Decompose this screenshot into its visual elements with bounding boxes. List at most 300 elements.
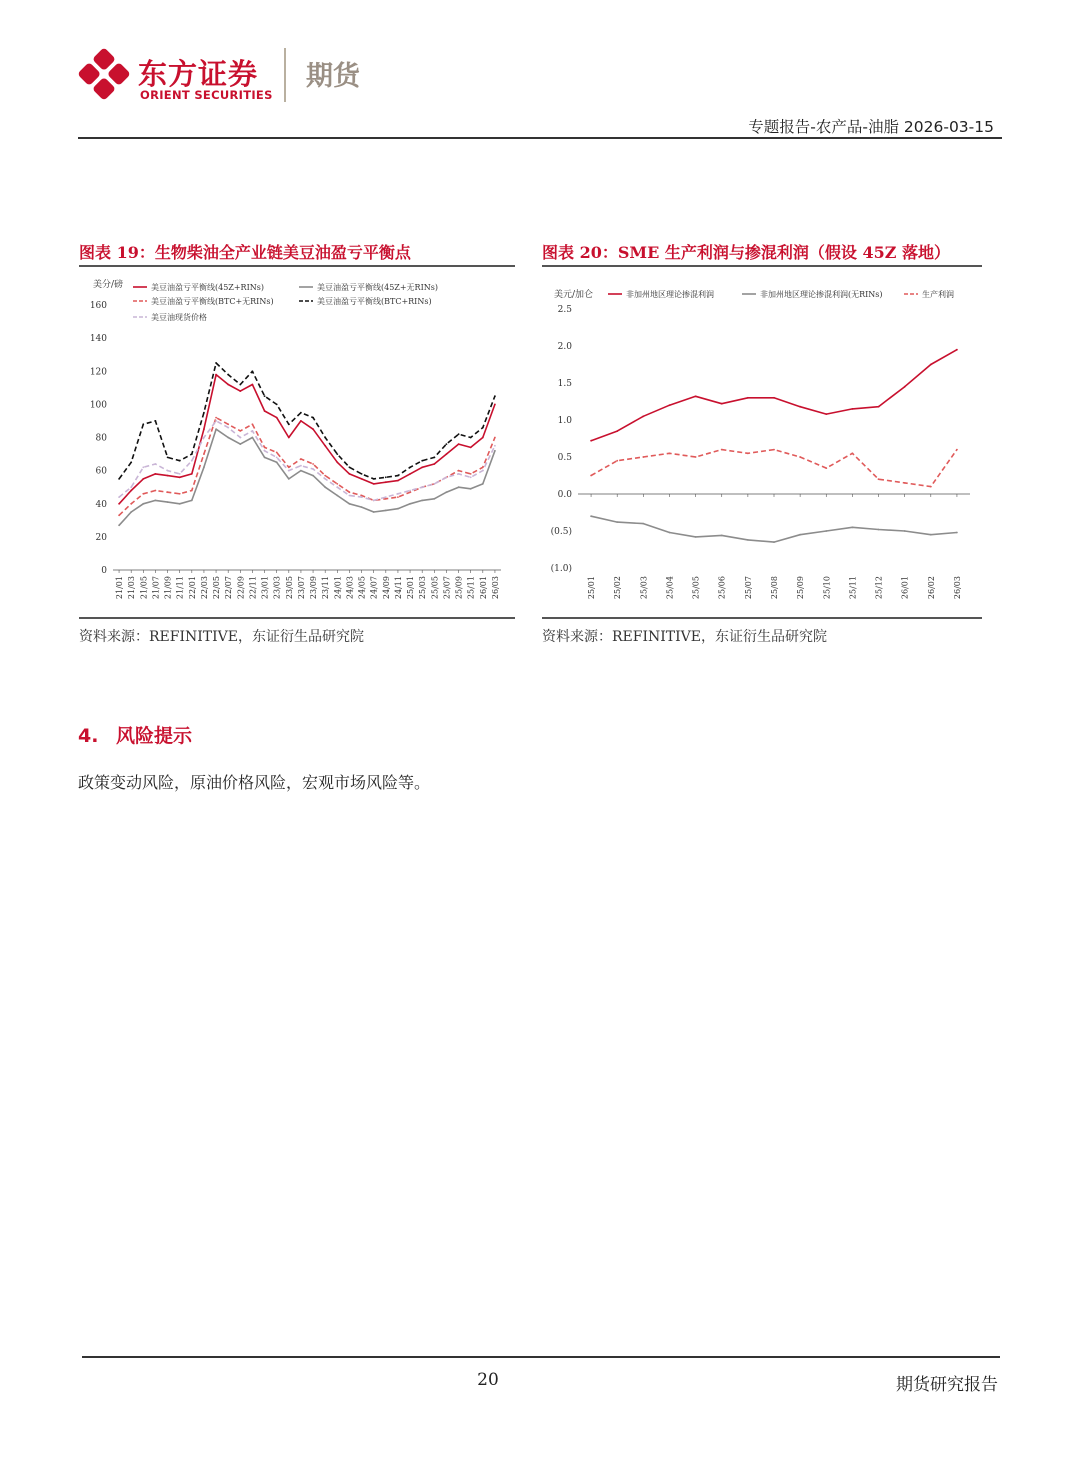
figure-20-title: 图表 20：SME 生产利润与掺混利润（假设 45Z 落地） xyxy=(542,243,950,262)
series-5-point xyxy=(397,493,399,495)
series-5-point xyxy=(167,470,169,472)
series-4-point xyxy=(458,433,460,435)
series-5-point xyxy=(336,486,338,488)
x-tick-label: 25/01 xyxy=(406,576,416,600)
x-tick-label: 25/04 xyxy=(665,576,675,600)
x-tick-label: 26/01 xyxy=(478,576,488,600)
series-2-point xyxy=(336,495,338,497)
x-tick-label: 26/02 xyxy=(926,576,936,600)
series-3-point xyxy=(825,467,827,469)
series-2-point xyxy=(167,501,169,503)
series-1-point xyxy=(397,480,399,482)
series-2-point xyxy=(179,503,181,505)
x-tick-label: 24/05 xyxy=(357,576,367,600)
x-tick-label: 21/05 xyxy=(139,576,149,600)
series-5-point xyxy=(482,470,484,472)
series-4-point xyxy=(470,437,472,439)
series-2-point xyxy=(446,491,448,493)
series-5-point xyxy=(433,483,435,485)
series-2-point xyxy=(373,511,375,513)
series-1-point xyxy=(142,478,144,480)
report-tag: 专题报告-农产品-油脂 2026-03-15 xyxy=(748,118,994,136)
series-2-point xyxy=(397,508,399,510)
series-4-point xyxy=(373,478,375,480)
x-tick-label: 21/03 xyxy=(127,576,137,600)
figure-20-source: 资料来源：REFINITIVE，东证衍生品研究院 xyxy=(542,629,827,645)
footer-label: 期货研究报告 xyxy=(896,1375,998,1395)
figure-20-chart xyxy=(542,268,982,614)
series-4-point xyxy=(446,443,448,445)
series-4-point xyxy=(397,475,399,477)
legend-label-2: 美豆油盈亏平衡线(45Z+无RINs) xyxy=(317,283,438,292)
series-2-point xyxy=(118,524,120,526)
x-tick-label: 25/02 xyxy=(613,576,623,600)
series-3-point xyxy=(361,495,363,497)
series-3-point xyxy=(397,496,399,498)
series-1-point xyxy=(904,386,906,388)
series-2-point xyxy=(799,534,801,536)
legend-label-2: 非加州地区理论掺混利润(无RINs) xyxy=(760,290,883,299)
x-tick-label: 24/01 xyxy=(333,576,343,600)
series-1-point xyxy=(642,415,644,417)
series-2-point xyxy=(361,506,363,508)
series-1-point xyxy=(773,397,775,399)
series-3-point xyxy=(470,473,472,475)
series-2-point xyxy=(300,470,302,472)
x-tick-label: 21/11 xyxy=(175,576,185,600)
x-tick-label: 25/11 xyxy=(466,576,476,600)
series-1-point xyxy=(349,473,351,475)
company-logo-icon xyxy=(78,48,130,100)
series-1-point xyxy=(799,406,801,408)
series-2-point xyxy=(642,523,644,525)
legend-label-1: 美豆油盈亏平衡线(45Z+RINs) xyxy=(151,283,264,292)
series-3-point xyxy=(642,456,644,458)
series-1-point xyxy=(252,384,254,386)
x-tick-label: 22/03 xyxy=(199,576,209,600)
section-heading xyxy=(78,721,192,748)
x-tick-label: 22/09 xyxy=(236,576,246,600)
series-4-point xyxy=(361,473,363,475)
series-2-point xyxy=(494,450,496,452)
logo-divider xyxy=(284,48,286,102)
y-tick-label: 120 xyxy=(89,367,107,378)
x-tick-label: 22/07 xyxy=(224,576,234,600)
series-3-point xyxy=(930,486,932,488)
logo-subtitle: 期货 xyxy=(306,61,360,92)
series-2-point xyxy=(312,475,314,477)
series-2-point xyxy=(433,498,435,500)
series-3-point xyxy=(695,456,697,458)
legend-label-4: 美豆油盈亏平衡线(BTC+RINs) xyxy=(317,297,432,306)
x-tick-label: 25/11 xyxy=(848,576,858,600)
series-1-point xyxy=(385,481,387,483)
series-3-point xyxy=(203,453,205,455)
series-5-point xyxy=(373,500,375,502)
series-4-point xyxy=(118,478,120,480)
series-2-point xyxy=(276,461,278,463)
series-4-point xyxy=(482,427,484,429)
series-3-point xyxy=(179,493,181,495)
series-3-point xyxy=(773,449,775,451)
series-2-point xyxy=(470,488,472,490)
series-1-point xyxy=(203,428,205,430)
series-1-point xyxy=(361,478,363,480)
x-tick-label: 21/09 xyxy=(163,576,173,600)
series-2-point xyxy=(252,437,254,439)
series-5-point xyxy=(179,473,181,475)
series-line-1 xyxy=(119,375,495,504)
series-1-point xyxy=(669,404,671,406)
x-tick-label: 25/09 xyxy=(454,576,464,600)
series-2-point xyxy=(695,536,697,538)
series-3-point xyxy=(118,514,120,516)
series-1-point xyxy=(956,349,958,351)
series-3-point xyxy=(336,483,338,485)
series-5-point xyxy=(142,466,144,468)
series-1-point xyxy=(482,437,484,439)
series-2-point xyxy=(482,483,484,485)
series-2-point xyxy=(773,541,775,543)
series-5-point xyxy=(227,427,229,429)
series-5-point xyxy=(361,496,363,498)
series-line-3 xyxy=(591,450,957,487)
series-5-point xyxy=(130,486,132,488)
figure-19-chart xyxy=(79,268,515,614)
series-2-point xyxy=(349,503,351,505)
series-3-point xyxy=(264,447,266,449)
series-4-point xyxy=(215,362,217,364)
series-1-point xyxy=(191,473,193,475)
series-1-point xyxy=(930,364,932,366)
series-5-point xyxy=(300,465,302,467)
series-line-1 xyxy=(591,350,957,441)
series-5-point xyxy=(252,430,254,432)
series-1-point xyxy=(825,413,827,415)
series-5-point xyxy=(288,470,290,472)
series-2-point xyxy=(930,534,932,536)
series-1-point xyxy=(458,443,460,445)
series-4-point xyxy=(227,374,229,376)
series-5-point xyxy=(276,457,278,459)
figure-19-top-rule xyxy=(79,265,515,267)
series-1-point xyxy=(130,490,132,492)
series-line-3 xyxy=(119,418,495,516)
series-2-point xyxy=(458,486,460,488)
series-3-point xyxy=(349,491,351,493)
series-4-point xyxy=(130,461,132,463)
series-4-point xyxy=(324,437,326,439)
series-1-point xyxy=(695,395,697,397)
series-2-point xyxy=(956,532,958,534)
series-3-point xyxy=(312,463,314,465)
series-2-point xyxy=(590,515,592,517)
series-1-point xyxy=(288,437,290,439)
series-4-point xyxy=(252,370,254,372)
series-2-point xyxy=(130,511,132,513)
series-3-point xyxy=(252,423,254,425)
series-3-point xyxy=(130,503,132,505)
series-4-point xyxy=(300,412,302,414)
x-tick-label: 25/10 xyxy=(822,576,832,600)
y-tick-label: 140 xyxy=(89,334,107,345)
y-tick-label: 2.0 xyxy=(557,342,572,352)
y-tick-label: (0.5) xyxy=(550,527,572,537)
series-4-point xyxy=(409,466,411,468)
series-1-point xyxy=(494,404,496,406)
series-1-point xyxy=(616,430,618,432)
x-tick-label: 25/05 xyxy=(691,576,701,600)
y-tick-label: 2.5 xyxy=(557,305,572,315)
series-1-point xyxy=(590,440,592,442)
x-tick-label: 22/01 xyxy=(187,576,197,600)
series-3-point xyxy=(239,430,241,432)
x-tick-label: 25/06 xyxy=(717,576,727,600)
y-axis-unit-label: 美分/磅 xyxy=(93,280,124,290)
series-3-point xyxy=(956,449,958,451)
series-2-point xyxy=(421,500,423,502)
series-3-point xyxy=(142,493,144,495)
series-5-point xyxy=(312,468,314,470)
y-tick-label: 0.0 xyxy=(557,490,572,500)
y-axis-unit-label: 美元/加仑 xyxy=(554,290,594,300)
y-tick-label: 40 xyxy=(95,499,107,510)
series-3-point xyxy=(878,478,880,480)
series-3-point xyxy=(494,437,496,439)
series-5-point xyxy=(155,463,157,465)
figure-19-bottom-rule xyxy=(79,617,515,619)
legend-label-3: 生产利润 xyxy=(922,290,954,299)
series-1-point xyxy=(878,406,880,408)
series-2-point xyxy=(191,500,193,502)
series-4-point xyxy=(191,453,193,455)
series-2-point xyxy=(616,521,618,523)
figure-19-source: 资料来源：REFINITIVE，东证衍生品研究院 xyxy=(79,629,364,645)
series-3-point xyxy=(215,417,217,419)
series-2-point xyxy=(215,428,217,430)
x-tick-label: 22/05 xyxy=(212,576,222,600)
series-1-point xyxy=(118,503,120,505)
series-5-point xyxy=(239,437,241,439)
series-2-point xyxy=(878,529,880,531)
series-1-point xyxy=(446,453,448,455)
series-3-point xyxy=(458,470,460,472)
series-1-point xyxy=(264,410,266,412)
x-tick-label: 26/03 xyxy=(490,576,500,600)
series-1-point xyxy=(312,428,314,430)
series-4-point xyxy=(264,395,266,397)
series-3-point xyxy=(669,452,671,454)
x-tick-label: 23/09 xyxy=(309,576,319,600)
figure-20-top-rule xyxy=(542,265,982,267)
series-2-point xyxy=(669,532,671,534)
series-1-point xyxy=(227,384,229,386)
x-tick-label: 26/03 xyxy=(952,576,962,600)
series-4-point xyxy=(276,404,278,406)
series-3-point xyxy=(324,475,326,477)
header-rule xyxy=(78,137,1002,139)
y-tick-label: 0 xyxy=(101,566,107,576)
series-3-point xyxy=(191,490,193,492)
series-3-point xyxy=(616,460,618,462)
series-1-point xyxy=(324,445,326,447)
series-2-point xyxy=(264,457,266,459)
x-tick-label: 25/07 xyxy=(743,576,753,600)
series-2-point xyxy=(324,486,326,488)
x-tick-label: 23/05 xyxy=(284,576,294,600)
series-3-point xyxy=(721,449,723,451)
x-tick-label: 24/09 xyxy=(381,576,391,600)
series-3-point xyxy=(482,466,484,468)
series-4-point xyxy=(142,423,144,425)
figure-20-bottom-rule xyxy=(542,617,982,619)
series-5-point xyxy=(215,420,217,422)
x-tick-label: 26/01 xyxy=(900,576,910,600)
y-tick-label: (1.0) xyxy=(550,564,572,574)
y-tick-label: 100 xyxy=(89,400,107,411)
series-2-point xyxy=(203,466,205,468)
series-3-point xyxy=(590,475,592,477)
series-4-point xyxy=(421,460,423,462)
series-4-point xyxy=(179,460,181,462)
series-4-point xyxy=(288,423,290,425)
series-2-point xyxy=(904,530,906,532)
series-5-point xyxy=(446,476,448,478)
series-1-point xyxy=(409,473,411,475)
x-tick-label: 24/11 xyxy=(393,576,403,600)
series-4-point xyxy=(385,476,387,478)
series-4-point xyxy=(155,420,157,422)
series-3-point xyxy=(904,482,906,484)
series-5-point xyxy=(203,437,205,439)
x-tick-label: 21/01 xyxy=(115,576,125,600)
series-2-point xyxy=(825,530,827,532)
series-3-point xyxy=(155,490,157,492)
series-3-point xyxy=(852,452,854,454)
series-3-point xyxy=(288,466,290,468)
series-4-point xyxy=(494,395,496,397)
series-1-point xyxy=(373,483,375,485)
x-tick-label: 25/05 xyxy=(430,576,440,600)
x-tick-label: 25/07 xyxy=(442,576,452,600)
series-4-point xyxy=(349,466,351,468)
series-1-point xyxy=(721,403,723,405)
series-2-point xyxy=(409,503,411,505)
series-3-point xyxy=(300,458,302,460)
x-tick-label: 25/01 xyxy=(587,576,597,600)
x-tick-label: 23/03 xyxy=(272,576,282,600)
series-1-point xyxy=(179,476,181,478)
y-tick-label: 1.0 xyxy=(557,416,572,426)
series-2-point xyxy=(385,510,387,512)
series-2-point xyxy=(721,535,723,537)
series-3-point xyxy=(747,452,749,454)
series-5-point xyxy=(264,450,266,452)
series-1-point xyxy=(239,390,241,392)
page-number: 20 xyxy=(477,1370,499,1390)
series-2-point xyxy=(155,500,157,502)
series-3-point xyxy=(167,491,169,493)
series-1-point xyxy=(167,475,169,477)
series-2-point xyxy=(239,443,241,445)
series-2-point xyxy=(747,539,749,541)
y-tick-label: 160 xyxy=(89,301,107,311)
series-3-point xyxy=(227,423,229,425)
series-4-point xyxy=(203,412,205,414)
series-5-point xyxy=(494,445,496,447)
series-4-point xyxy=(312,417,314,419)
x-tick-label: 25/03 xyxy=(418,576,428,600)
series-5-point xyxy=(385,496,387,498)
series-4-point xyxy=(239,384,241,386)
x-tick-label: 23/01 xyxy=(260,576,270,600)
series-3-point xyxy=(799,456,801,458)
logo-english-name: ORIENT SECURITIES xyxy=(140,88,273,102)
logo-chinese-name: 东方证券 xyxy=(138,57,259,91)
legend-label-1: 非加州地区理论掺混利润 xyxy=(626,290,714,299)
y-tick-label: 0.5 xyxy=(557,453,572,463)
series-4-point xyxy=(167,457,169,459)
x-tick-label: 23/07 xyxy=(296,576,306,600)
series-5-point xyxy=(409,490,411,492)
x-tick-label: 24/07 xyxy=(369,576,379,600)
series-5-point xyxy=(458,473,460,475)
x-tick-label: 25/03 xyxy=(639,576,649,600)
x-tick-label: 25/08 xyxy=(770,576,779,600)
series-2-point xyxy=(142,503,144,505)
x-tick-label: 22/11 xyxy=(248,576,258,600)
footer-rule xyxy=(82,1356,1000,1358)
series-1-point xyxy=(747,397,749,399)
series-4-point xyxy=(336,453,338,455)
x-tick-label: 25/09 xyxy=(796,576,806,600)
series-1-point xyxy=(852,408,854,410)
series-5-point xyxy=(191,460,193,462)
x-tick-label: 24/03 xyxy=(345,576,355,600)
series-1-point xyxy=(300,420,302,422)
series-5-point xyxy=(421,486,423,488)
section-title: 风险提示 xyxy=(116,725,193,747)
series-4-point xyxy=(433,457,435,459)
y-tick-label: 80 xyxy=(95,433,107,444)
series-3-point xyxy=(409,491,411,493)
series-2-point xyxy=(227,437,229,439)
series-1-point xyxy=(470,447,472,449)
y-tick-label: 1.5 xyxy=(557,379,572,389)
y-tick-label: 60 xyxy=(95,466,107,477)
series-5-point xyxy=(349,495,351,497)
series-2-point xyxy=(852,526,854,528)
series-1-point xyxy=(433,463,435,465)
legend-label-5: 美豆油现货价格 xyxy=(151,313,207,322)
figure-19-title: 图表 19：生物柴油全产业链美豆油盈亏平衡点 xyxy=(79,243,411,262)
series-1-point xyxy=(276,417,278,419)
x-tick-label: 25/12 xyxy=(874,576,884,600)
series-3-point xyxy=(276,452,278,454)
series-5-point xyxy=(118,496,120,498)
series-3-point xyxy=(385,498,387,500)
series-2-point xyxy=(288,478,290,480)
series-line-2 xyxy=(591,516,957,542)
x-tick-label: 21/07 xyxy=(151,576,161,600)
series-1-point xyxy=(215,374,217,376)
y-tick-label: 20 xyxy=(95,532,107,543)
series-5-point xyxy=(324,478,326,480)
series-1-point xyxy=(155,473,157,475)
legend-label-3: 美豆油盈亏平衡线(BTC+无RINs) xyxy=(151,297,274,306)
series-1-point xyxy=(336,461,338,463)
section-number: 4. xyxy=(78,725,99,747)
